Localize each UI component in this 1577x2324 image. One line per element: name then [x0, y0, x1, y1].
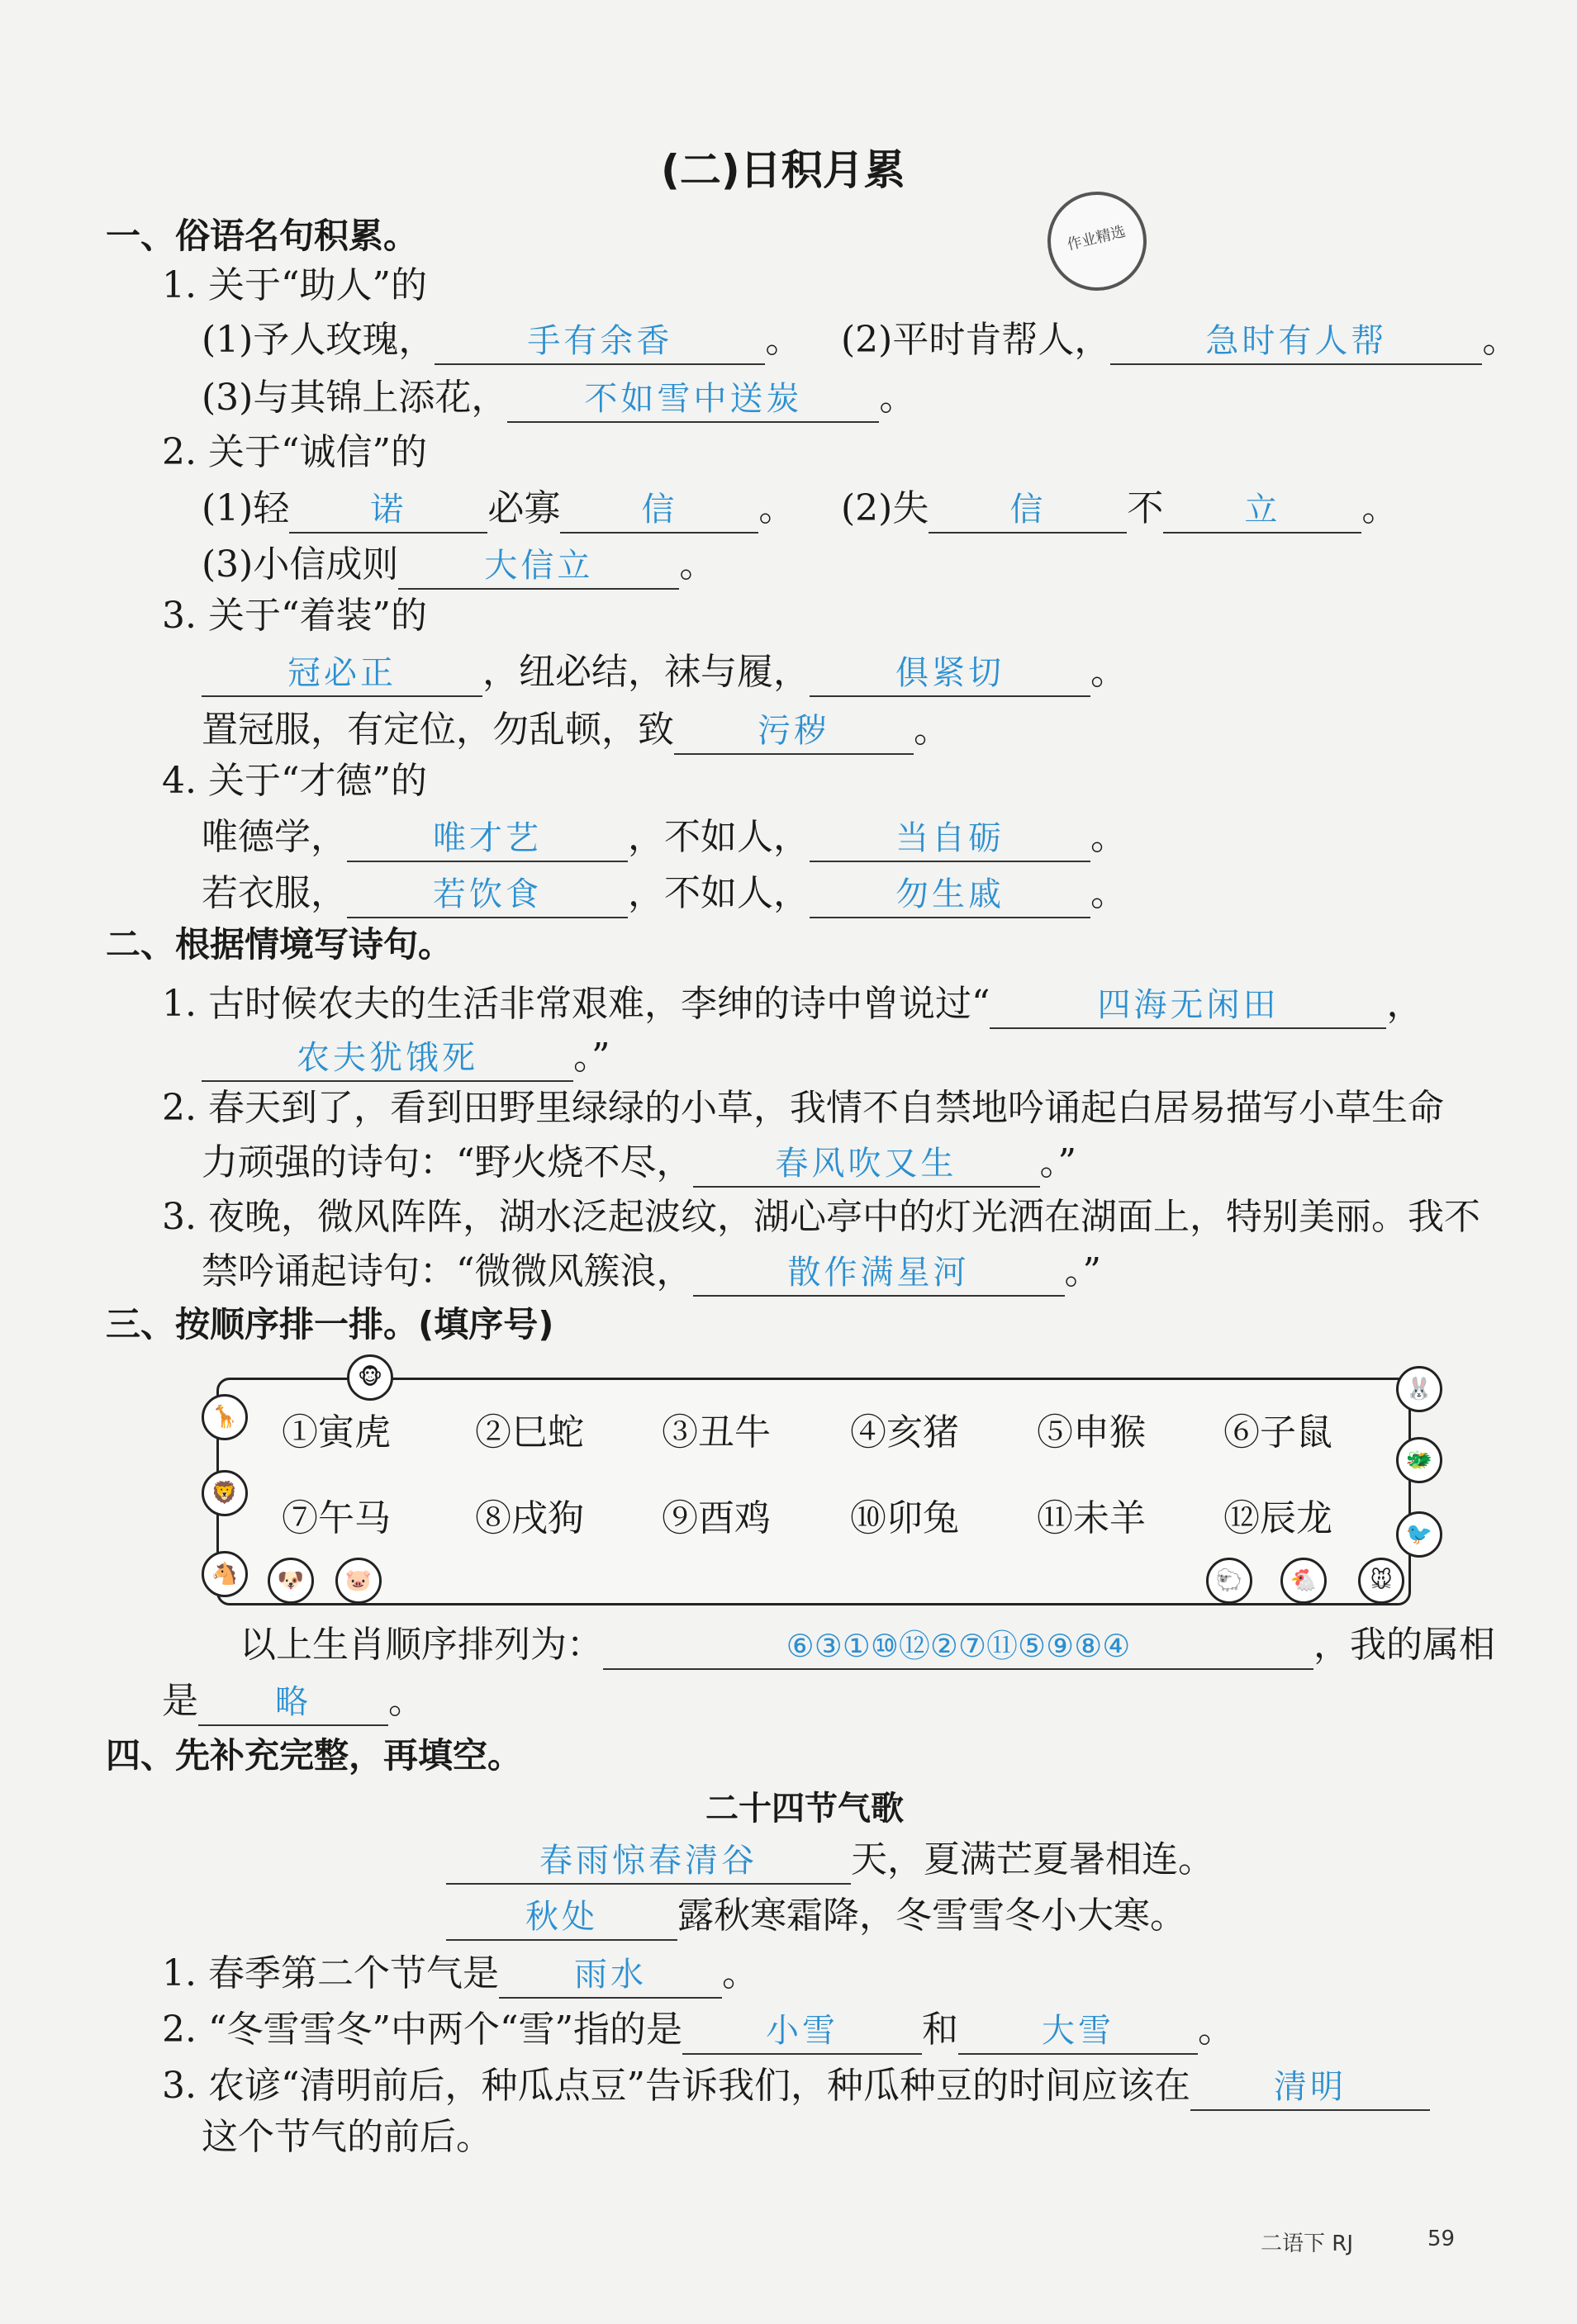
page-number: 59	[1427, 2227, 1456, 2251]
sheep-icon: 🐑	[1206, 1558, 1252, 1604]
dog-icon: 🐶	[268, 1558, 314, 1604]
s1-q1-label: 1. 关于“助人”的	[162, 264, 427, 306]
s1-q1-row1b	[841, 317, 1518, 365]
s1-q3-label: 3. 关于“着装”的	[162, 595, 427, 637]
s1-q4-row1	[202, 814, 1127, 862]
q-text: ，不如人，	[628, 872, 810, 914]
punct: ，	[1386, 983, 1423, 1025]
q-text: 和	[921, 2009, 958, 2051]
s4-q3-line2: 这个节气的前后。	[202, 2116, 492, 2158]
s1-q1-c-text: (3)与其锦上添花，	[202, 377, 508, 419]
q-text: 是	[162, 1680, 198, 1722]
s2-q2-line1: 2. 春天到了，看到田野里绿绿的小草，我情不自禁地吟诵起白居易描写小草生命	[162, 1087, 1444, 1129]
s1-q1-b-text: (2)平时肯帮人，	[841, 319, 1111, 361]
punct: 。	[679, 543, 716, 586]
answer-blank[interactable]: 手有余香	[435, 320, 765, 365]
punct: 。	[721, 1952, 758, 1994]
q-text: 不	[1127, 487, 1164, 529]
s1-q1-row2	[202, 375, 915, 423]
answer-blank[interactable]: 唯才艺	[347, 818, 628, 862]
s2-q1-row2	[202, 1034, 610, 1082]
q-text: ，纽必结，袜与履，	[482, 651, 810, 693]
answer-blank[interactable]: 大信立	[398, 545, 679, 590]
giraffe-icon: 🦒	[202, 1394, 248, 1440]
poem-text: 天，夏满芒夏暑相连。	[851, 1838, 1214, 1881]
answer-blank[interactable]: 污秽	[674, 710, 914, 755]
punct: 。	[1197, 2009, 1234, 2051]
zodiac-item: ④亥猪	[850, 1411, 959, 1454]
q-text: 1. 古时候农夫的生活非常艰难，李绅的诗中曾说过“	[162, 983, 990, 1025]
q-text: 若衣服，	[202, 872, 347, 914]
answer-blank[interactable]: 春风吹又生	[693, 1143, 1040, 1188]
answer-blank[interactable]: 立	[1163, 489, 1361, 534]
q-text: ，我的属相	[1313, 1624, 1495, 1666]
q-text: (2)失	[841, 487, 929, 529]
section-1-heading: 一、俗语名句积累。	[106, 216, 419, 256]
q-text: 以上生肖顺序排列为：	[240, 1624, 603, 1666]
poem-title: 二十四节气歌	[705, 1790, 904, 1828]
q-text: (3)小信成则	[202, 543, 399, 586]
answer-blank[interactable]: 当自砺	[810, 818, 1090, 862]
zodiac-item: ①寅虎	[282, 1411, 391, 1454]
s4-q2-row	[162, 2007, 1234, 2055]
punct: 。	[914, 709, 950, 751]
answer-blank[interactable]: 散作满星河	[693, 1252, 1065, 1297]
section-4-heading: 四、先补充完整，再填空。	[106, 1735, 523, 1776]
s1-q2-row1	[202, 486, 795, 534]
s1-q2-row2	[202, 542, 715, 590]
zodiac-item: ⑥子鼠	[1223, 1411, 1332, 1454]
footer-book: 二语下 RJ	[1261, 2232, 1353, 2256]
answer-blank[interactable]: 俱紧切	[810, 652, 1090, 697]
punct: 。”	[573, 1036, 610, 1078]
answer-blank[interactable]: 农夫犹饿死	[202, 1037, 573, 1082]
s1-q4-label: 4. 关于“才德”的	[162, 760, 427, 802]
answer-blank[interactable]: 信	[929, 489, 1127, 534]
s3-is-row	[162, 1678, 425, 1726]
bird-icon: 🐦	[1396, 1511, 1442, 1558]
q-text: 置冠服，有定位，勿乱顿，致	[202, 709, 674, 751]
answer-blank[interactable]: 信	[560, 489, 758, 534]
q-text: 必寡	[487, 487, 561, 529]
punct: 。	[1090, 651, 1127, 693]
s4-q1-row	[162, 1951, 758, 1999]
answer-blank[interactable]: 春雨惊春清谷	[446, 1840, 851, 1885]
zodiac-item: ⑦午马	[282, 1497, 391, 1539]
s4-q3-row	[162, 2063, 1430, 2111]
q-text: ，不如人，	[628, 816, 810, 858]
stamp-text: 作业精选	[1065, 222, 1128, 254]
answer-blank[interactable]: 略	[198, 1681, 388, 1726]
zodiac-item: ⑪未羊	[1037, 1497, 1146, 1539]
horse-icon: 🐴	[202, 1551, 248, 1597]
punct: 。”	[1039, 1141, 1076, 1183]
page-title: (二)日积月累	[661, 146, 905, 194]
answer-blank[interactable]: 若饮食	[347, 874, 628, 918]
dragon-icon: 🐲	[1396, 1437, 1442, 1483]
s1-q1-row1	[202, 317, 801, 365]
answer-blank[interactable]: 大雪	[958, 2010, 1198, 2055]
answer-blank[interactable]: 秋处	[446, 1896, 677, 1941]
poem-text: 露秋寒霜降，冬雪雪冬小大寒。	[677, 1895, 1186, 1937]
punct: 。	[1361, 487, 1399, 529]
q-text: 力顽强的诗句：“野火烧不尽，	[202, 1141, 693, 1183]
punct: 。	[765, 319, 802, 361]
section-3-heading: 三、按顺序排一排。(填序号)	[106, 1304, 554, 1345]
answer-blank[interactable]: 雨水	[499, 1954, 722, 1999]
punct: 。	[1090, 872, 1127, 914]
s2-q3-line1: 3. 夜晚，微风阵阵，湖水泛起波纹，湖心亭中的灯光洒在湖面上，特别美丽。我不	[162, 1196, 1480, 1238]
chicken-icon: 🐔	[1280, 1558, 1327, 1604]
s2-q3-row2	[202, 1249, 1101, 1297]
zodiac-item: ③丑牛	[662, 1411, 771, 1454]
punct: 。	[388, 1680, 425, 1722]
punct: 。	[879, 377, 916, 419]
zodiac-item: ⑩卯兔	[850, 1497, 959, 1539]
answer-blank[interactable]: 四海无闲田	[990, 984, 1386, 1029]
answer-blank[interactable]: ⑥③①⑩⑫②⑦⑪⑤⑨⑧④	[603, 1625, 1313, 1670]
s1-q3-row2	[202, 707, 950, 755]
lion-icon: 🦁	[202, 1470, 248, 1516]
zodiac-item: ⑨酉鸡	[662, 1497, 771, 1539]
zodiac-item: ②巳蛇	[475, 1411, 584, 1454]
section-2-heading: 二、根据情境写诗句。	[106, 924, 454, 965]
q-text: 唯德学，	[202, 816, 347, 858]
answer-blank[interactable]: 急时有人帮	[1110, 320, 1482, 365]
answer-blank[interactable]: 清明	[1190, 2066, 1430, 2111]
mouse-icon: 🐭	[1358, 1558, 1404, 1604]
s1-q4-row2	[202, 870, 1127, 918]
stamp-seal	[1037, 181, 1157, 301]
punct: 。”	[1064, 1250, 1101, 1292]
q-text: (1)轻	[202, 487, 290, 529]
poem-line-1	[446, 1837, 1214, 1885]
punct: 。	[1482, 319, 1519, 361]
s1-q1-a-text: (1)予人玫瑰，	[202, 319, 435, 361]
q-text: 禁吟诵起诗句：“微微风簇浪，	[202, 1250, 693, 1292]
zodiac-item: ⑫辰龙	[1223, 1497, 1332, 1539]
zodiac-item: ⑧戌狗	[475, 1497, 584, 1539]
s2-q1-row1	[162, 981, 1423, 1029]
rabbit-icon: 🐰	[1396, 1366, 1442, 1412]
pig-icon: 🐷	[335, 1558, 382, 1604]
answer-blank[interactable]: 诺	[289, 489, 487, 534]
poem-line-2	[446, 1893, 1186, 1941]
answer-blank[interactable]: 不如雪中送炭	[507, 378, 879, 423]
zodiac-item: ⑤申猴	[1037, 1411, 1146, 1454]
s1-q2-row1b	[841, 486, 1398, 534]
punct: 。	[758, 487, 796, 529]
answer-blank[interactable]: 勿生戚	[810, 874, 1090, 918]
q-text: 3. 农谚“清明前后，种瓜点豆”告诉我们，种瓜种豆的时间应该在	[162, 2065, 1190, 2107]
monkey-icon: 🐵	[347, 1354, 393, 1401]
s1-q3-row1	[202, 649, 1127, 697]
q-text: 2. “冬雪雪冬”中两个“雪”指的是	[162, 2009, 682, 2051]
s2-q2-row2	[202, 1140, 1076, 1188]
q-text: 1. 春季第二个节气是	[162, 1952, 499, 1994]
answer-blank[interactable]: 小雪	[682, 2010, 922, 2055]
punct: 。	[1090, 816, 1127, 858]
answer-blank[interactable]: 冠必正	[202, 652, 482, 697]
s3-order-row	[240, 1622, 1495, 1670]
s1-q2-label: 2. 关于“诚信”的	[162, 431, 427, 473]
